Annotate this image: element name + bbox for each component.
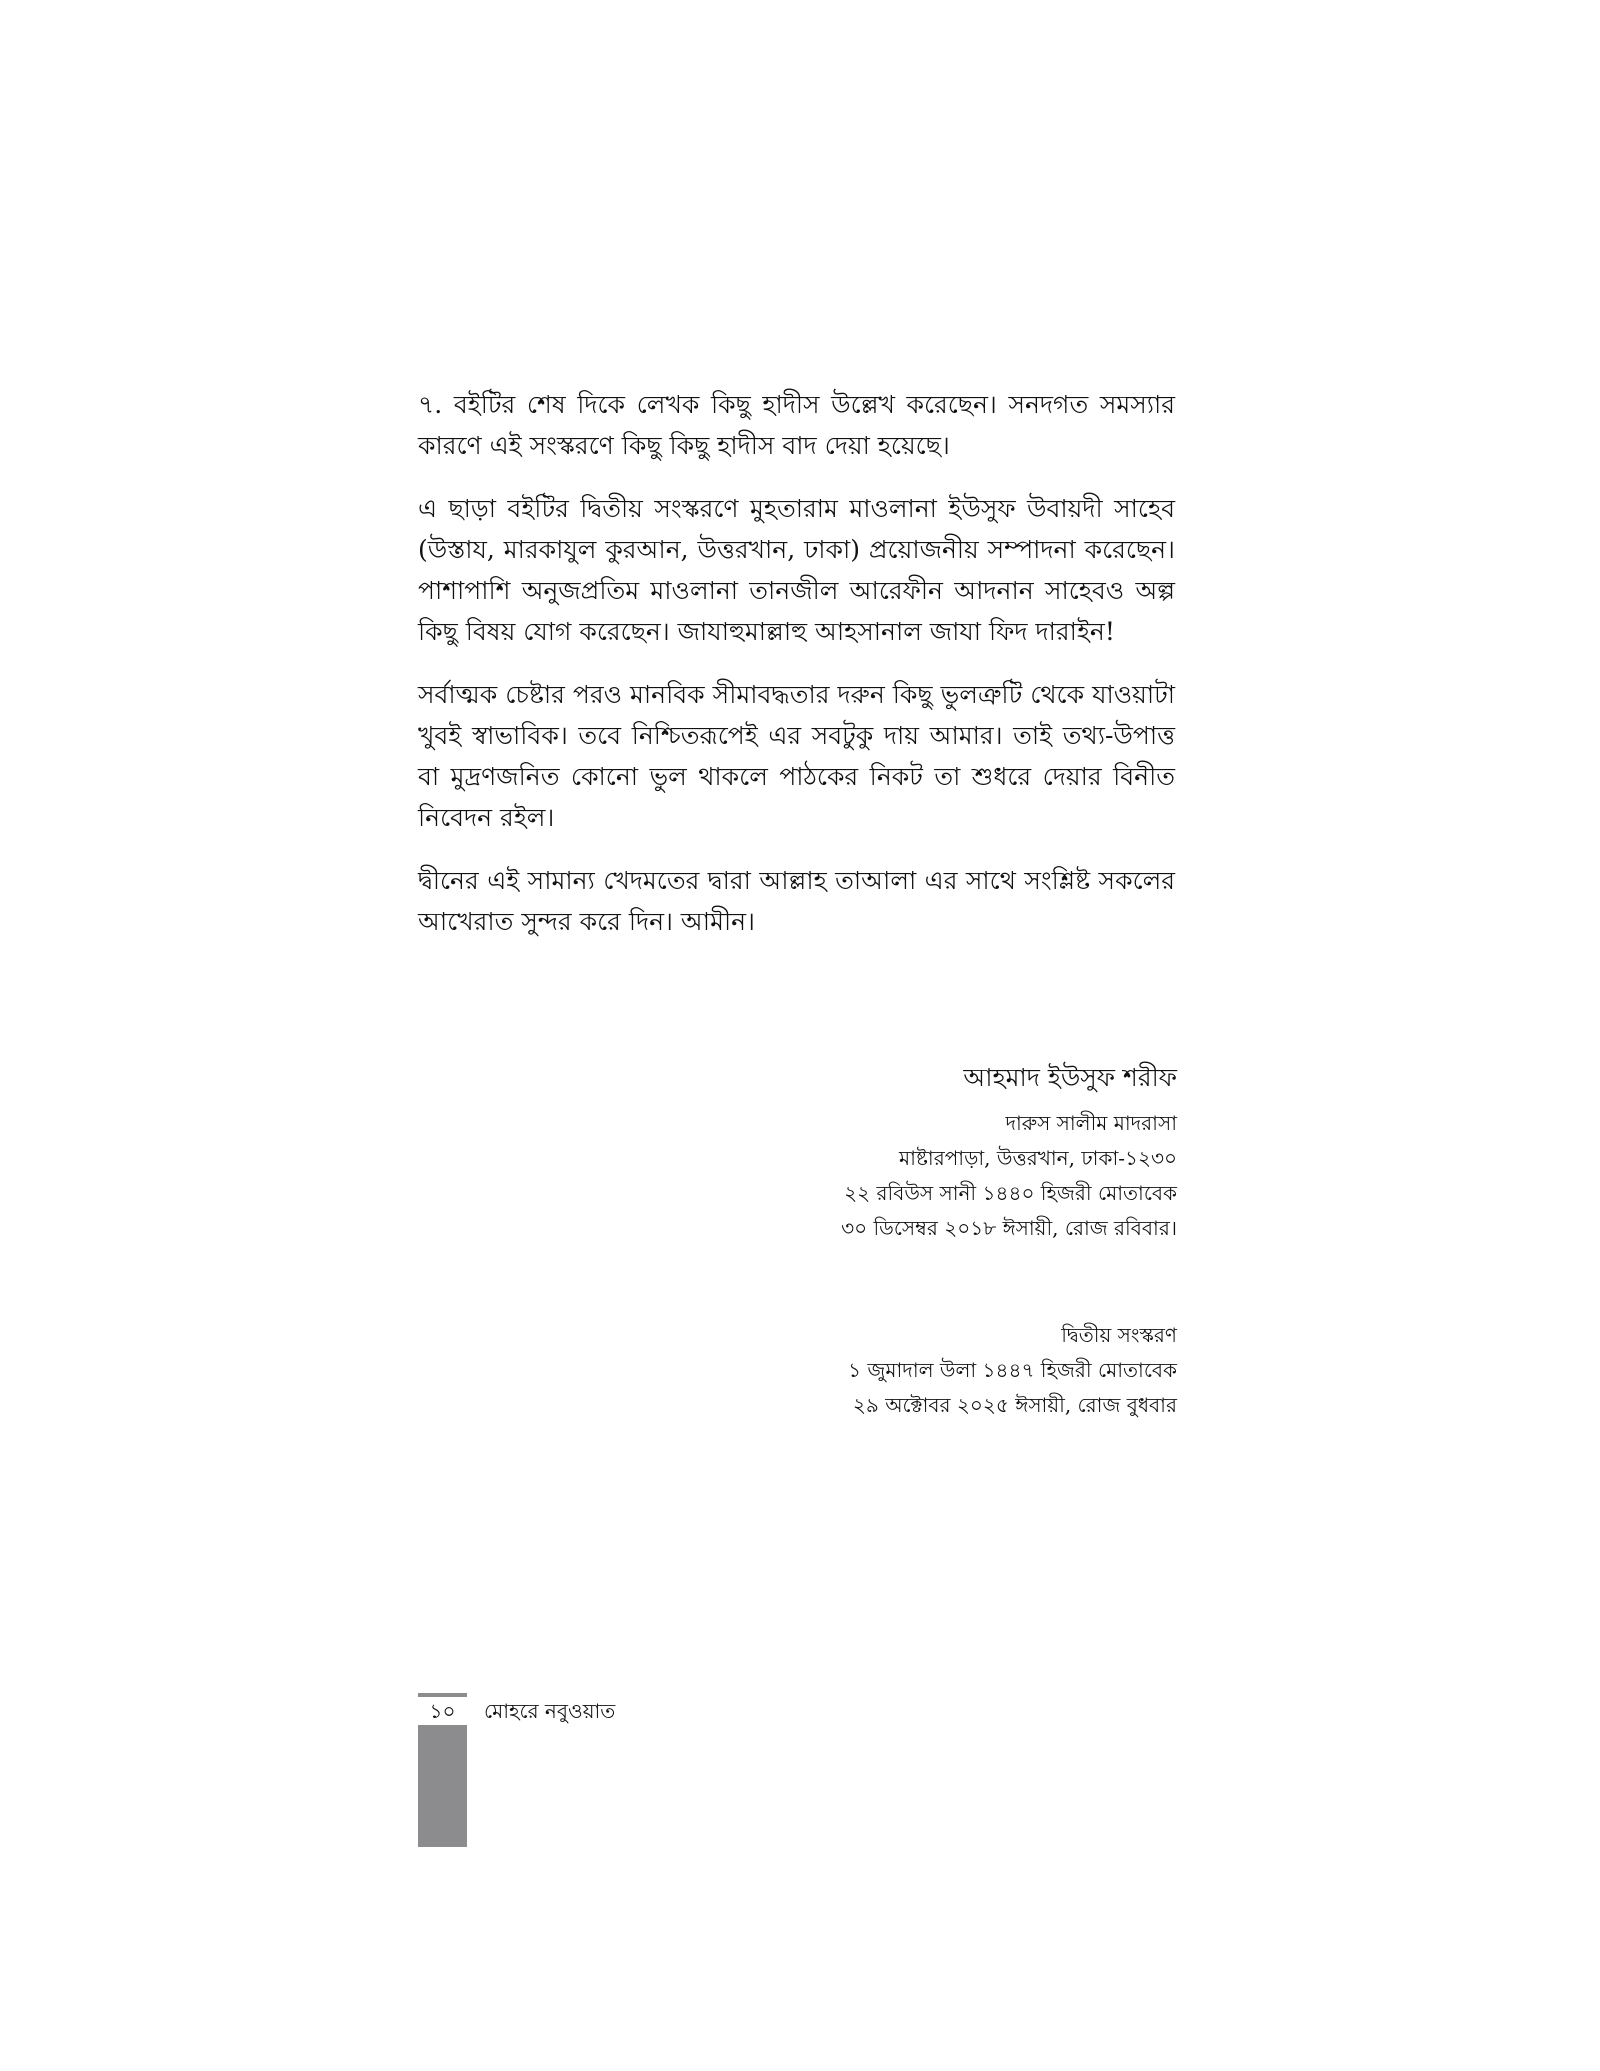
page-number: ১০ [418,1697,467,1725]
author-signature-block [841,1058,1177,1246]
signature-date-gregorian: ৩০ ডিসেম্বর ২০১৮ ঈসায়ী, রোজ রবিবার। [841,1216,1177,1240]
institution-name: দারুস সালীম মাদরাসা [1005,1111,1177,1135]
paragraph-hadith-note: ৭. বইটির শেষ দিকে লেখক কিছু হাদীস উল্লেখ করেছেন। সনদগত সমস্যার কারণে এই সংস্করণে কিছু কিছু হাদীস বাদ দেয়া হয়েছে। [418,390,1175,460]
paragraph-errors-disclaimer: সর্বাত্মক চেষ্টার পরও মানবিক সীমাবদ্ধতার দরুন কিছু ভুলত্রুটি থেকে যাওয়াটা খুবই স্বাভাবিক। তবে নিশ্চিতরূপেই এর সবটুকু দায় আমার। তাই তথ্য-উপাত্ত বা মুদ্রণজনিত কোনো ভুল থাকলে পাঠকের নিকট তা শুধরে দেয়ার বিনীত নিবেদন রইল। [418,680,1175,832]
running-book-title: মোহরে নবুওয়াত [484,1699,616,1723]
institution-address: মাষ্টারপাড়া, উত্তরখান, ঢাকা-১২৩০ [899,1146,1177,1170]
edition-date-gregorian: ২৯ অক্টোবর ২০২৫ ঈসায়ী, রোজ বুধবার [852,1393,1177,1417]
paragraph-editors-thanks: এ ছাড়া বইটির দ্বিতীয় সংস্করণে মুহতারাম মাওলানা ইউসুফ উবায়দী সাহেব (উস্তায, মারকাযুল কুরআন, উত্তরখান, ঢাকা) প্রয়োজনীয় সম্পাদনা করেছেন। পাশাপাশি অনুজপ্রতিম মাওলানা তানজীল আরেফীন আদনান সাহেবও অল্প কিছু বিষয় যোগ করেছেন। জাযাহুমাল্লাহু আহসানাল জাযা ফিদ দারাইন! [418,494,1175,646]
paragraph-prayer: দ্বীনের এই সামান্য খেদমতের দ্বারা আল্লাহ তাআলা এর সাথে সংশ্লিষ্ট সকলের আখেরাত সুন্দর করে দিন। আমীন। [418,866,1175,936]
signature-date-hijri: ২২ রবিউস সানী ১৪৪০ হিজরী মোতাবেক [844,1181,1177,1205]
edition-block [848,1318,1177,1423]
main-text [418,384,1175,964]
edition-date-hijri: ১ জুমাদাল উলা ১৪৪৭ হিজরী মোতাবেক [848,1358,1177,1382]
edition-title: দ্বিতীয় সংস্করণ [1061,1323,1177,1347]
author-name: আহমাদ ইউসুফ শরীফ [963,1063,1177,1092]
